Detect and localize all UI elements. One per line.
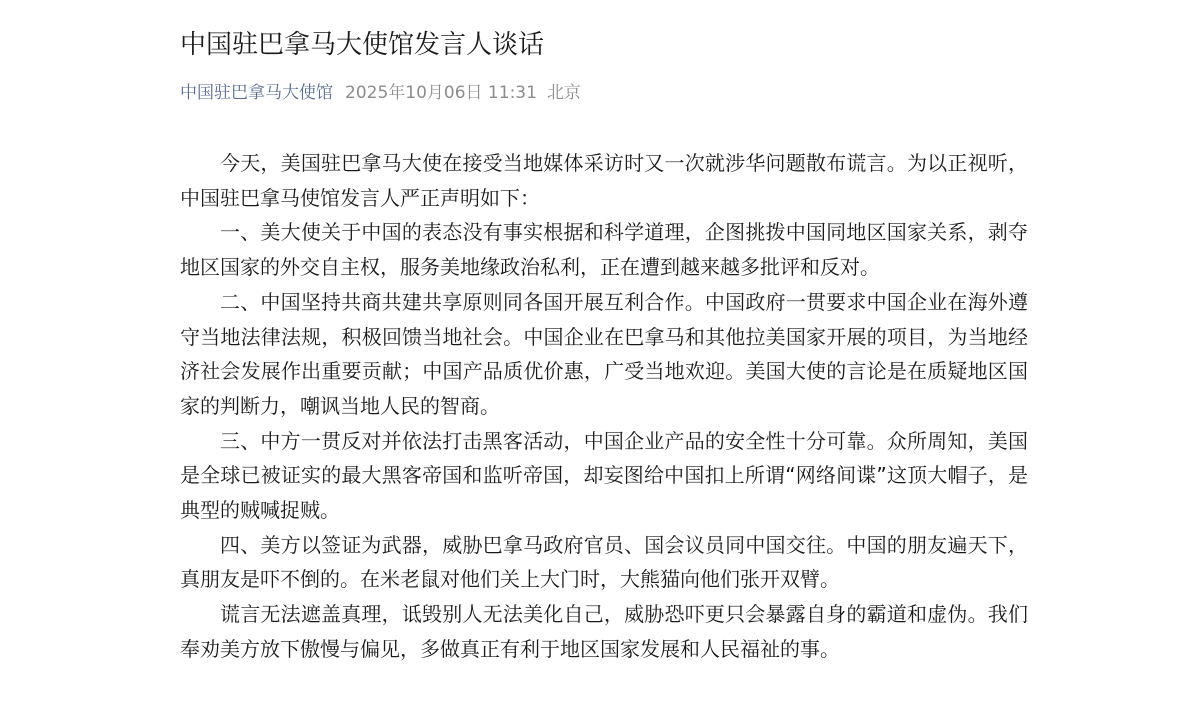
paragraph-conclusion: 谎言无法遮盖真理，诋毁别人无法美化自己，威胁恐吓更只会暴露自身的霸道和虚伪。我们奉劝美方放下傲慢与偏见，多做真正有利于地区国家发展和人民福祉的事。	[180, 602, 1028, 661]
paragraph-point-1: 一、美大使关于中国的表态没有事实根据和科学道理，企图挑拨中国同地区国家关系，剥夺地区国家的外交自主权，服务美地缘政治私利，正在遭到越来越多批评和反对。	[180, 220, 1028, 280]
source-account-link[interactable]: 中国驻巴拿马大使馆	[180, 83, 333, 103]
article-body	[180, 146, 1028, 667]
article-meta	[180, 80, 581, 106]
paragraph-point-3: 三、中方一贯反对并依法打击黑客活动，中国企业产品的安全性十分可靠。众所周知，美国是全球已被证实的最大黑客帝国和监听帝国，却妄图给中国扣上所谓“网络间谍”这顶大帽子，是典型的贼喊捉贼。	[180, 428, 1028, 523]
publish-location: 北京	[546, 83, 581, 103]
publish-date: 2025年10月06日 11:31	[345, 83, 537, 103]
article-title: 中国驻巴拿马大使馆发言人谈话	[180, 30, 545, 60]
paragraph-intro: 今天，美国驻巴拿马大使在接受当地媒体采访时又一次就涉华问题散布谎言。为以正视听，中国驻巴拿马使馆发言人严正声明如下：	[180, 151, 1028, 210]
paragraph-point-4: 四、美方以签证为武器，威胁巴拿马政府官员、国会议员同中国交往。中国的朋友遍天下，真朋友是吓不倒的。在米老鼠对他们关上大门时，大熊猫向他们张开双臂。	[180, 532, 1028, 592]
paragraph-point-2: 二、中国坚持共商共建共享原则同各国开展互利合作。中国政府一贯要求中国企业在海外遵守当地法律法规，积极回馈当地社会。中国企业在巴拿马和其他拉美国家开展的项目，为当地经济社会发展作出重要贡献；中国产品质优价惠，广受当地欢迎。美国大使的言论是在质疑地区国家的判断力，嘲讽当地人民的智商。	[180, 289, 1028, 418]
